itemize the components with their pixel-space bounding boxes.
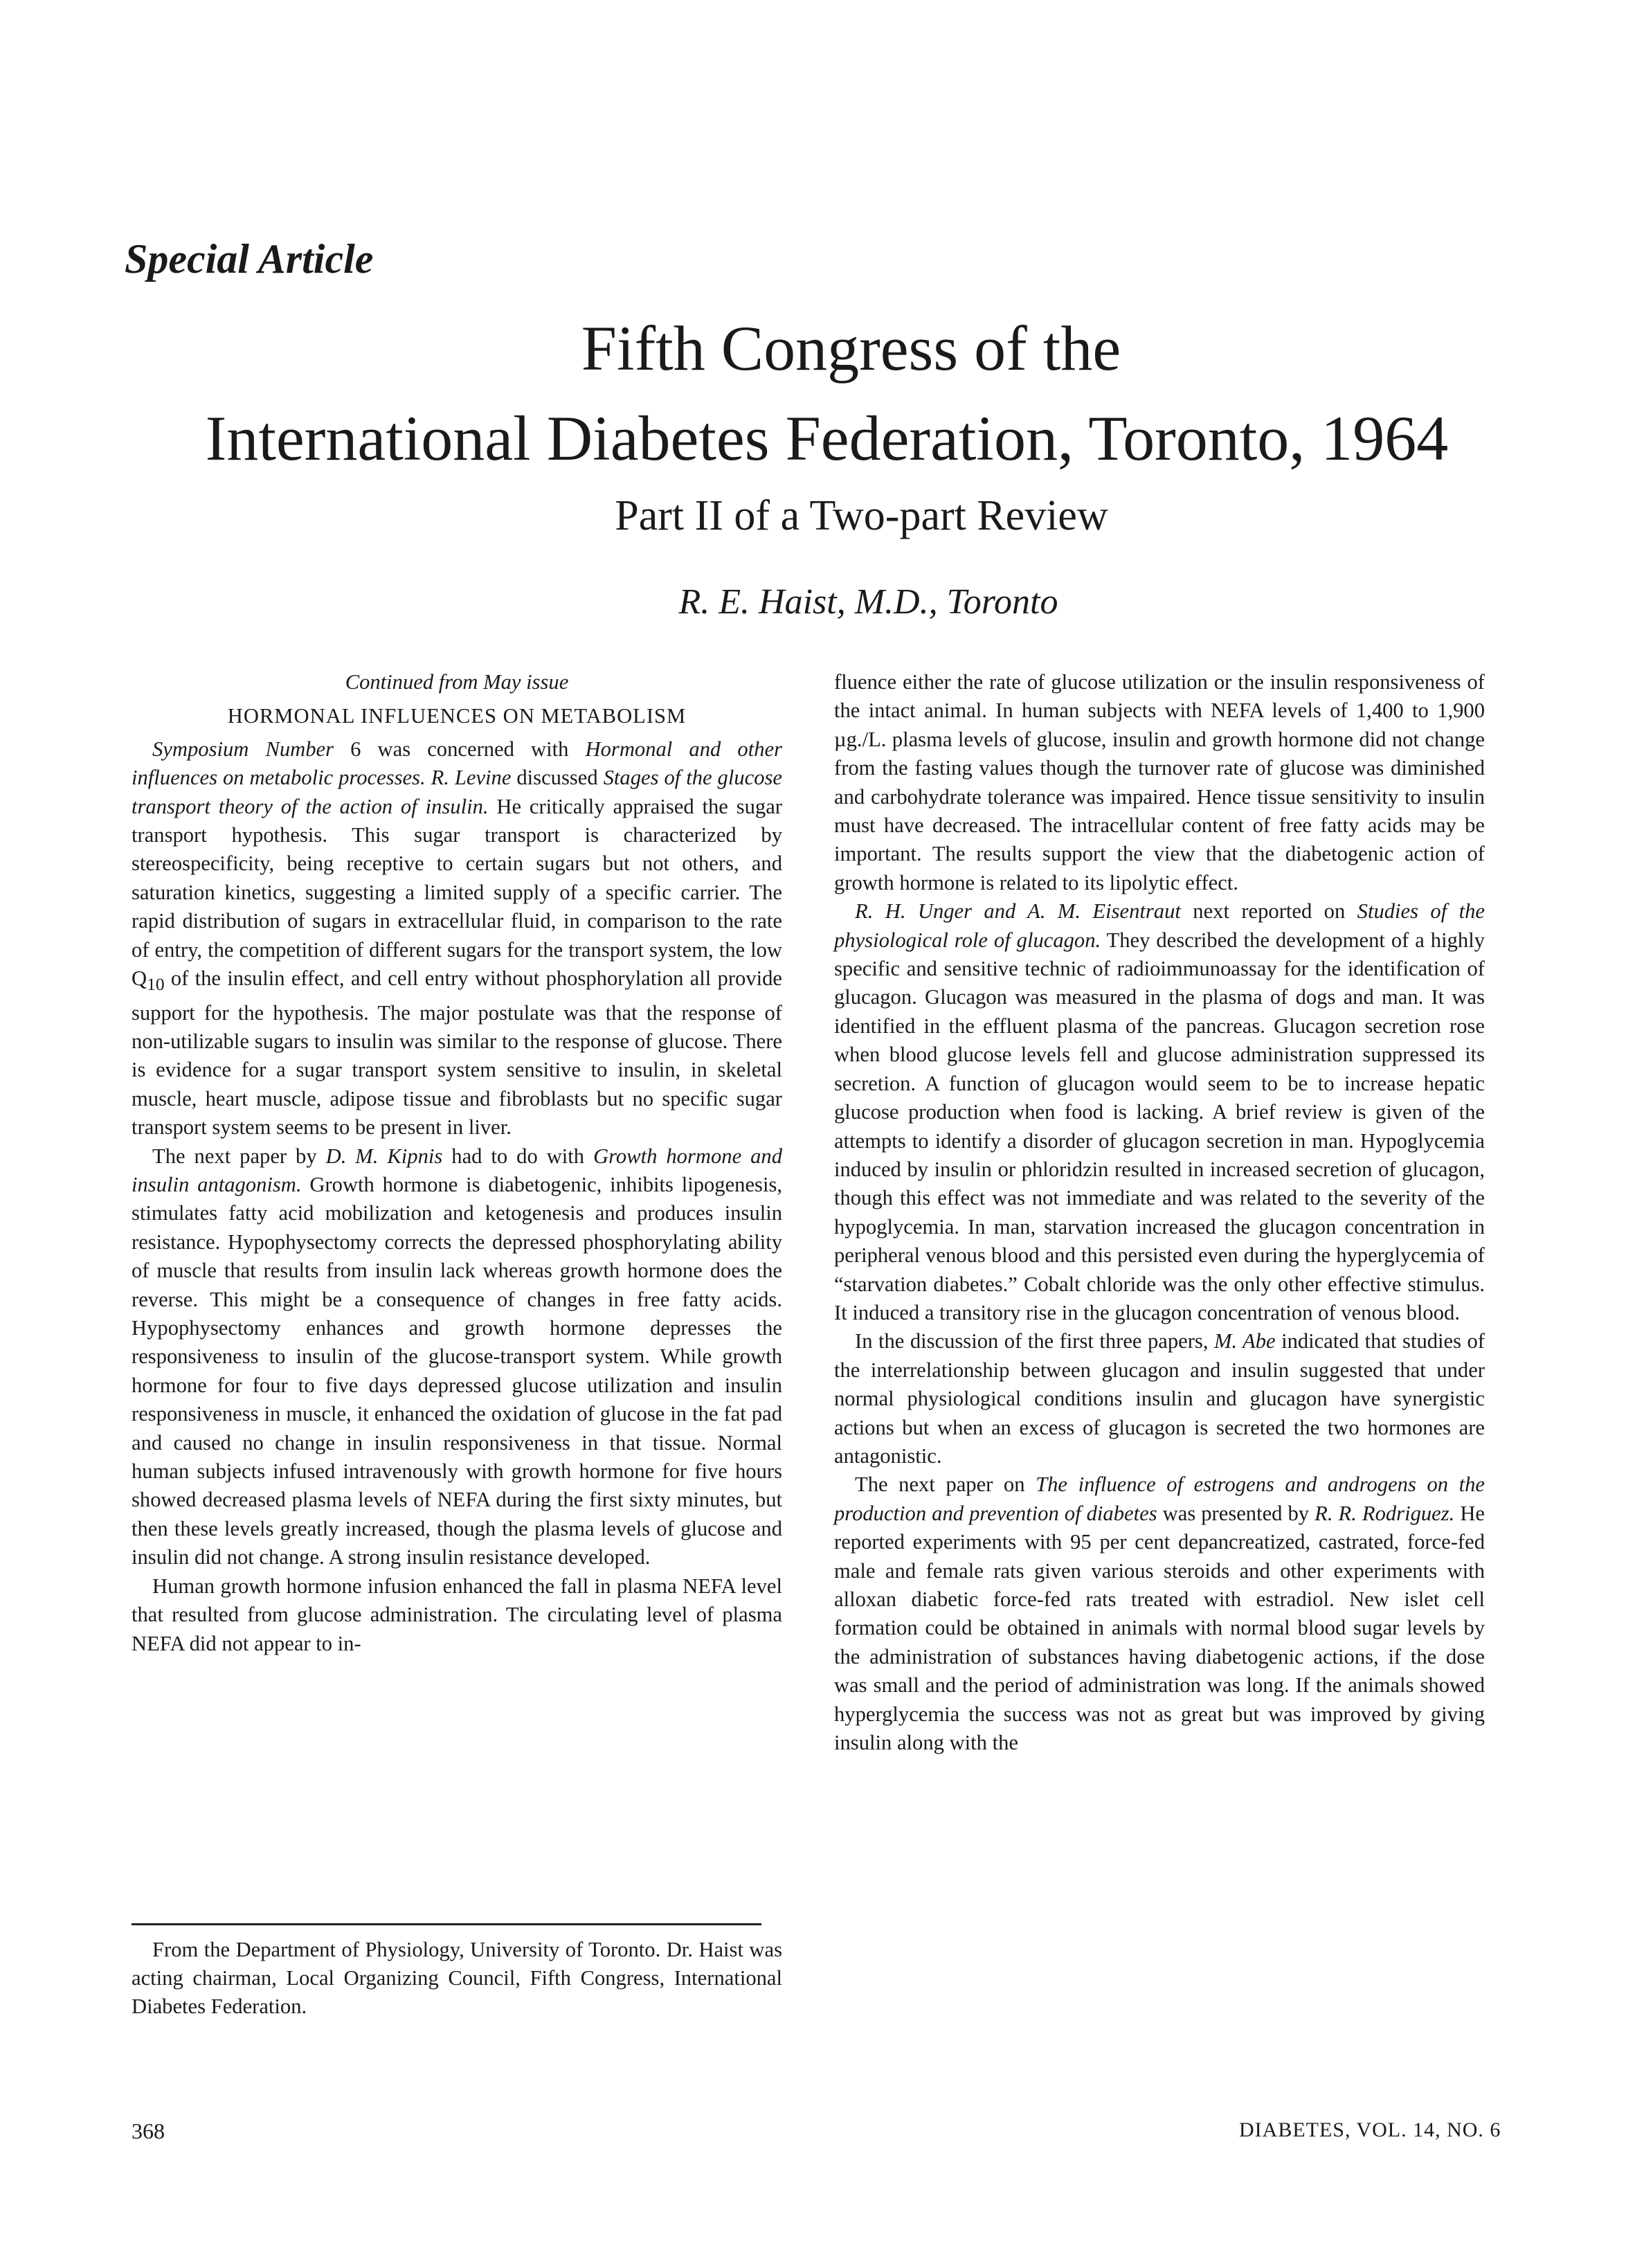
footnote xyxy=(132,1936,782,2021)
right-column xyxy=(834,668,1485,1757)
article-subtitle: Part II of a Two-part Review xyxy=(615,492,1108,539)
continued-note: Continued from May issue xyxy=(345,670,569,694)
author-byline: R. E. Haist, M.D., Toronto xyxy=(678,582,1058,622)
paragraph: The next paper by D. M. Kipnis had to do with Growth hormone and insulin antagonism. Growth hormone is diabetogenic, inhibits lipogenesis, stimulates fatty acid mobilization and ketogenesis and produces insulin resistance. Hypophysectomy corrects the depressed phosphorylating ability of muscle that results from insulin lack whereas growth hormone does the reverse. This might be a consequence of changes in free fatty acids. Hypophysectomy enhances and growth hormone depresses the responsiveness to insulin of the glucose-transport system. While growth hormone for four to five days depressed glucose utilization and insulin responsiveness in muscle, it enhanced the oxidation of glucose in the fat pad and caused no change in insulin responsiveness in that tissue. Normal human subjects infused intravenously with growth hormone for five hours showed decreased plasma levels of NEFA during the first sixty minutes, but then these levels greatly increased, though the plasma levels of glucose and insulin did not change. A strong insulin resistance developed. xyxy=(132,1144,782,1569)
footnote-text: From the Department of Physiology, University of Toronto. Dr. Haist was acting chairman, Local Organizing Council, Fifth Congress, International Diabetes Federation. xyxy=(132,1938,782,2018)
paragraph: The next paper on The influence of estrogens and androgens on the production and prevention of diabetes was presented by R. R. Rodriguez. He reported experiments with 95 per cent depancreatized, castrated, force-fed male and female rats given various steroids and other experiments with alloxan diabetic force-fed rats treated with estradiol. New islet cell formation could be obtained in animals with normal blood sugar levels by the administration of substances having diabetogenic actions, if the dose was small and the period of administration was long. If the animals showed hyperglycemia the success was not as great but was improved by giving insulin along with the xyxy=(834,1473,1485,1755)
paragraph: R. H. Unger and A. M. Eisentraut next reported on Studies of the physiological role of glucagon. They described the development of a highly specific and sensitive technic of radioimmunoassay for the identification of glucagon. Glucagon was measured in the plasma of dogs and man. It was identified in the effluent plasma of the pancreas. Glucagon secretion rose when blood glucose levels fell and glucose administration suppressed its secretion. A function of glucagon would seem to be to increase hepatic glucose production when food is lacking. A brief review is given of the attempts to identify a disorder of glucagon secretion in man. Hypoglycemia induced by insulin or phloridzin resulted in increased secretion of glucagon, though this effect was not immediate and was related to the severity of the hypoglycemia. In man, starvation increased the glucagon concentration in peripheral venous blood and this persisted even during the hyperglycemia of “starvation diabetes.” Cobalt chloride was the only other effective stimulus. It induced a transitory rise in the glucagon concentration of venous blood. xyxy=(834,899,1485,1324)
paragraph: Symposium Number 6 was concerned with Hormonal and other influences on metabolic processes. R. Levine discussed Stages of the glucose transport theory of the action of insulin. He critically appraised the sugar transport hypothesis. This sugar transport is characterized by stereospecificity, being receptive to certain sugars but not others, and saturation kinetics, suggesting a limited supply of a specific carrier. The rapid distribution of sugars in extracellular fluid, in comparison to the rate of entry, the competition of different sugars for the transport system, the low $Q_{10}$ of the insulin effect, and cell entry without phosphorylation all provide support for the hypothesis. The major postulate was that the response of non-utilizable sugars to insulin was similar to the response of glucose. There is evidence for a sugar transport system sensitive to insulin, in skeletal muscle, heart muscle, adipose tissue and fibroblasts but no specific sugar transport system seems to be present in liver. xyxy=(132,737,782,1140)
page-number: 368 xyxy=(132,2118,165,2143)
left-column xyxy=(132,668,782,1658)
paragraph: Human growth hormone infusion enhanced the fall in plasma NEFA level that resulted from glucose administration. The circulating level of plasma NEFA did not appear to in- xyxy=(132,1574,782,1655)
section-heading: HORMONAL INFLUENCES ON METABOLISM xyxy=(227,704,687,728)
section-label: Special Article xyxy=(125,236,374,282)
journal-reference: DIABETES, VOL. 14, NO. 6 xyxy=(1239,2118,1501,2141)
article-title-line-2: International Diabetes Federation, Toronto, 1964 xyxy=(205,403,1449,474)
article-title-line-1: Fifth Congress of the xyxy=(581,313,1121,384)
paragraph: In the discussion of the first three papers, M. Abe indicated that studies of the interrelationship between glucagon and insulin suggested that under normal physiological conditions insulin and glucagon have synergistic actions but when an excess of glucagon is secreted the two hormones are antagonistic. xyxy=(834,1329,1485,1468)
footnote-divider xyxy=(132,1923,761,1925)
paragraph: fluence either the rate of glucose utilization or the insulin responsiveness of the intact animal. In human subjects with NEFA levels of 1,400 to 1,900 µg./L. plasma levels of glucose, insulin and growth hormone did not change from the fasting values though the turnover rate of glucose was diminished and carbohydrate tolerance was impaired. Hence tissue sensitivity to insulin must have decreased. The intracellular content of free fatty acids may be important. The results support the view that the diabetogenic action of growth hormone is related to its lipolytic effect. xyxy=(834,670,1485,894)
